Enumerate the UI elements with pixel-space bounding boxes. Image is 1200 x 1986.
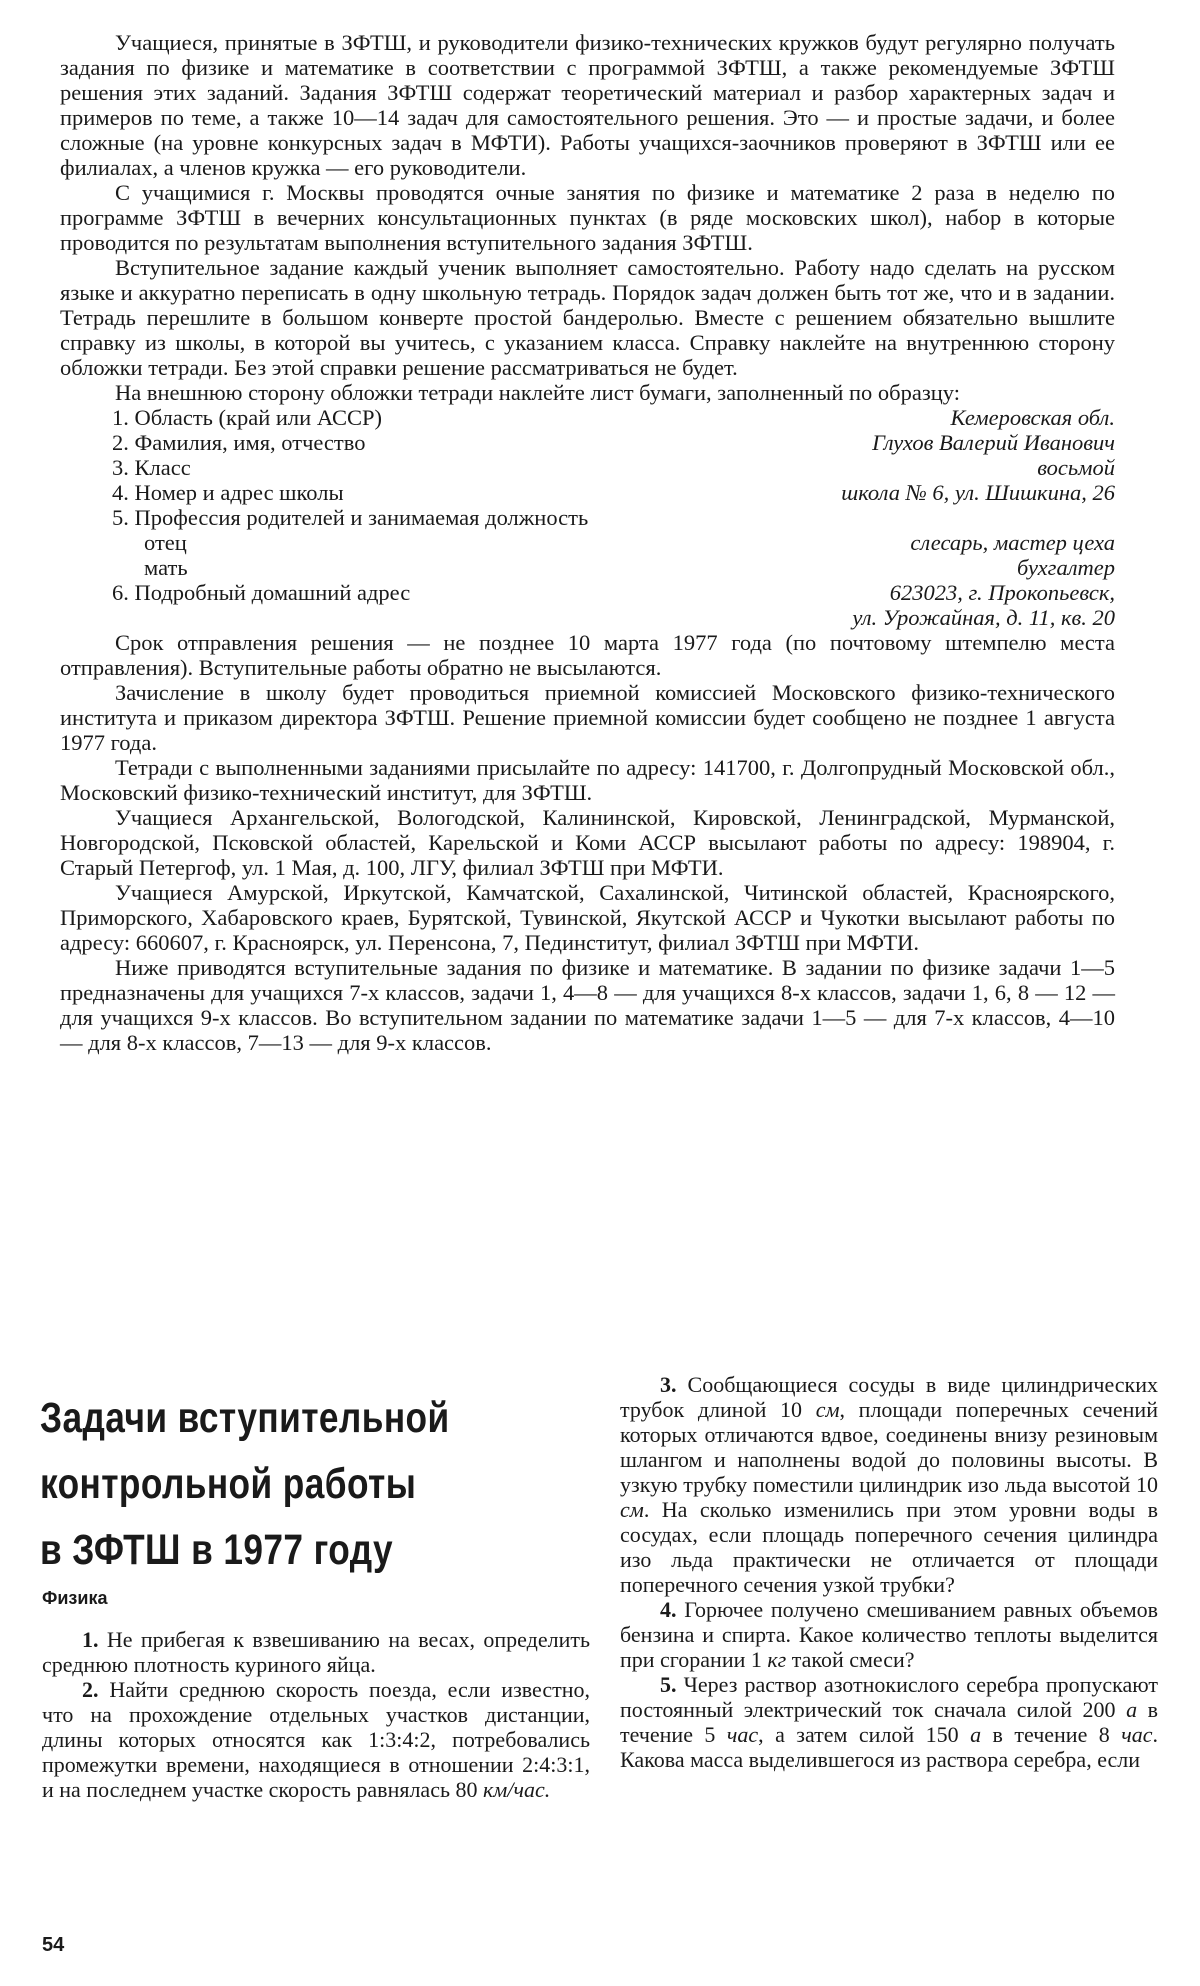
form-row	[112, 505, 1115, 530]
heading-line: Задачи вступительной	[40, 1394, 450, 1442]
problem-3	[620, 1372, 1158, 1597]
heading-line: контрольной работы	[40, 1460, 417, 1508]
form-value: слесарь, мастер цеха	[910, 530, 1115, 555]
intro-paragraph: Учащиеся, принятые в ЗФТШ, и руководители физико-технических кружков будут регулярно получать задания по физике и математике в соответствии с программой ЗФТШ, а также рекомендуемые ЗФТШ решения этих заданий. Задания ЗФТШ содержат теоретический материал и разбор характерных задач и примеров по теме, а также 10—14 задач для самостоятельного решения. Это — и простые задачи, и более сложные (на уровне конкурсных задач в МФТИ). Работы учащихся-заочников проверяют в ЗФТШ или ее филиалах, а членов кружка — его руководители.	[60, 30, 1115, 180]
sample-form	[60, 405, 1115, 630]
intro-paragraph: С учащимися г. Москвы проводятся очные занятия по физике и математике 2 раза в неделю по программе ЗФТШ в вечерних консультационных пунктах (в ряде московских школ), набор в которые проводится по результатам выполнения вступительного задания ЗФТШ.	[60, 180, 1115, 255]
problem-text: . На сколько изменились при этом уровни воды в сосудах, если площадь поперечного сечения цилиндра изо льда практически не отличается от площади поперечного сечения узкой трубки?	[620, 1497, 1158, 1597]
form-label: 6. Подробный домашний адрес	[112, 580, 411, 605]
unit: кг	[767, 1647, 787, 1672]
form-label: отец	[144, 530, 187, 555]
problem-text: Не прибегая к взвешиванию на весах, определить среднюю плотность куриного яйца.	[42, 1627, 591, 1677]
problem-number: 3.	[660, 1372, 677, 1397]
form-label: мать	[144, 555, 188, 580]
problem-number: 2.	[82, 1677, 99, 1702]
problem-4	[620, 1597, 1158, 1672]
problem-text: такой смеси?	[786, 1647, 915, 1672]
form-row	[112, 605, 1115, 630]
problem-text: Горючее получено смешиванием равных объемов бензина и спирта. Какое количество теплоты выделится при сгорании 1	[620, 1597, 1159, 1672]
form-row	[112, 530, 1115, 555]
form-row	[112, 580, 1115, 605]
left-column	[42, 1627, 590, 1802]
form-value: бухгалтер	[1016, 555, 1115, 580]
form-value: Глухов Валерий Иванович	[872, 430, 1115, 455]
intro-paragraph: Зачисление в школу будет проводиться приемной комиссией Московского физико-технического института и приказом директора ЗФТШ. Решение приемной комиссии будет сообщено не позднее 1 августа 1977 года.	[60, 680, 1115, 755]
form-value: 623023, г. Прокопьевск,	[889, 580, 1115, 605]
right-column	[620, 1372, 1158, 1772]
section-heading	[40, 1385, 466, 1583]
form-row	[112, 480, 1115, 505]
unit: см	[815, 1397, 840, 1422]
form-label: 5. Профессия родителей и занимаемая должность	[112, 505, 589, 530]
problem-number: 4.	[660, 1597, 677, 1622]
form-label: 2. Фамилия, имя, отчество	[112, 430, 366, 455]
form-value: ул. Урожайная, д. 11, кв. 20	[852, 605, 1115, 630]
problem-number: 5.	[660, 1672, 677, 1697]
intro-text	[60, 30, 1115, 1055]
intro-paragraph: Вступительное задание каждый ученик выполняет самостоятельно. Работу надо сделать на русском языке и аккуратно переписать в одну школьную тетрадь. Порядок задач должен быть тот же, что и в задании. Тетрадь перешлите в большом конверте простой бандеролью. Вместе с решением обязательно вышлите справку из школы, в которой вы учитесь, с указанием класса. Справку наклейте на внутреннюю сторону обложки тетради. Без этой справки решение рассматриваться не будет.	[60, 255, 1115, 380]
unit: см	[620, 1497, 644, 1522]
problem-1	[42, 1627, 590, 1677]
unit: а	[1126, 1697, 1138, 1722]
intro-paragraph: Тетради с выполненными заданиями присылайте по адресу: 141700, г. Долгопрудный Московской обл., Московский физико-технический институт, для ЗФТШ.	[60, 755, 1115, 805]
form-row	[112, 555, 1115, 580]
form-value: Кемеровская обл.	[950, 405, 1115, 430]
problem-text: . Какова масса выделившегося из раствора серебра, если	[620, 1722, 1158, 1772]
problem-text: в течение 8	[981, 1722, 1122, 1747]
intro-paragraph: Срок отправления решения — не позднее 10 марта 1977 года (по почтовому штемпелю места отправления). Вступительные работы обратно не высылаются.	[60, 630, 1115, 680]
problem-text: Через раствор азотнокислого серебра пропускают постоянный электрический ток сначала силой 200	[620, 1672, 1159, 1722]
problem-text: в течение 5	[620, 1697, 1159, 1747]
problem-text: , площади поперечных сечений которых отличаются вдвое, соединены внизу резиновым шлангом и наполнены водой до половины высоты. В узкую трубку поместили цилиндрик изо льда высотой 10	[620, 1397, 1158, 1497]
form-value: восьмой	[1037, 455, 1115, 480]
unit: км/час.	[483, 1777, 551, 1802]
unit: час	[1121, 1722, 1153, 1747]
form-row	[112, 455, 1115, 480]
intro-paragraph: Учащиеся Архангельской, Вологодской, Калининской, Кировской, Ленинградской, Мурманской, Новгородской, Псковской областей, Карельской и Коми АССР высылают работы по адресу: 198904, г. Старый Петергоф, ул. 1 Мая, д. 100, ЛГУ, филиал ЗФТШ при МФТИ.	[60, 805, 1115, 880]
problem-2	[42, 1677, 590, 1802]
intro-paragraph: На внешнюю сторону обложки тетради наклейте лист бумаги, заполненный по образцу:	[115, 380, 960, 405]
problem-text: Найти среднюю скорость поезда, если известно, что на прохождение отдельных участков дистанции, длины которых относятся как 1:3:4:2, потребовались промежутки времени, находящиеся в отношении 2:4:3:1, и на последнем участке скорость равнялась 80	[42, 1677, 590, 1802]
problem-text: Сообщающиеся сосуды в виде цилиндрических трубок длиной 10	[620, 1372, 1158, 1422]
unit: а	[970, 1722, 982, 1747]
problem-number: 1.	[82, 1627, 99, 1652]
intro-paragraph: Ниже приводятся вступительные задания по физике и математике. В задании по физике задачи 1—5 предназначены для учащихся 7-х классов, задачи 1, 4—8 — для учащихся 8-х классов, задачи 1, 6, 8 — 12 — для учащихся 9-х классов. Во вступительном задании по математике задачи 1—5 — для 7-х классов, 4—10 — для 8-х классов, 7—13 — для 9-х классов.	[60, 955, 1115, 1055]
form-row	[112, 405, 1115, 430]
form-value: школа № 6, ул. Шишкина, 26	[841, 480, 1115, 505]
form-label: 3. Класс	[112, 455, 191, 480]
form-label: 1. Область (край или АССР)	[112, 405, 382, 430]
form-label: 4. Номер и адрес школы	[112, 480, 344, 505]
heading-line: в ЗФТШ в 1977 году	[40, 1526, 394, 1574]
problem-5	[620, 1672, 1158, 1772]
intro-paragraph: Учащиеся Амурской, Иркутской, Камчатской, Сахалинской, Читинской областей, Красноярского, Приморского, Хабаровского краев, Бурятской, Тувинской, Якутской АССР и Чукотки высылают работы по адресу: 660607, г. Красноярск, ул. Перенсона, 7, Пединститут, филиал ЗФТШ при МФТИ.	[60, 880, 1115, 955]
problem-text: , а затем силой 150	[758, 1722, 971, 1747]
page-number: 54	[42, 1934, 65, 1956]
physics-label: Физика	[42, 1588, 108, 1608]
unit: час	[726, 1722, 759, 1747]
form-row	[112, 430, 1115, 455]
